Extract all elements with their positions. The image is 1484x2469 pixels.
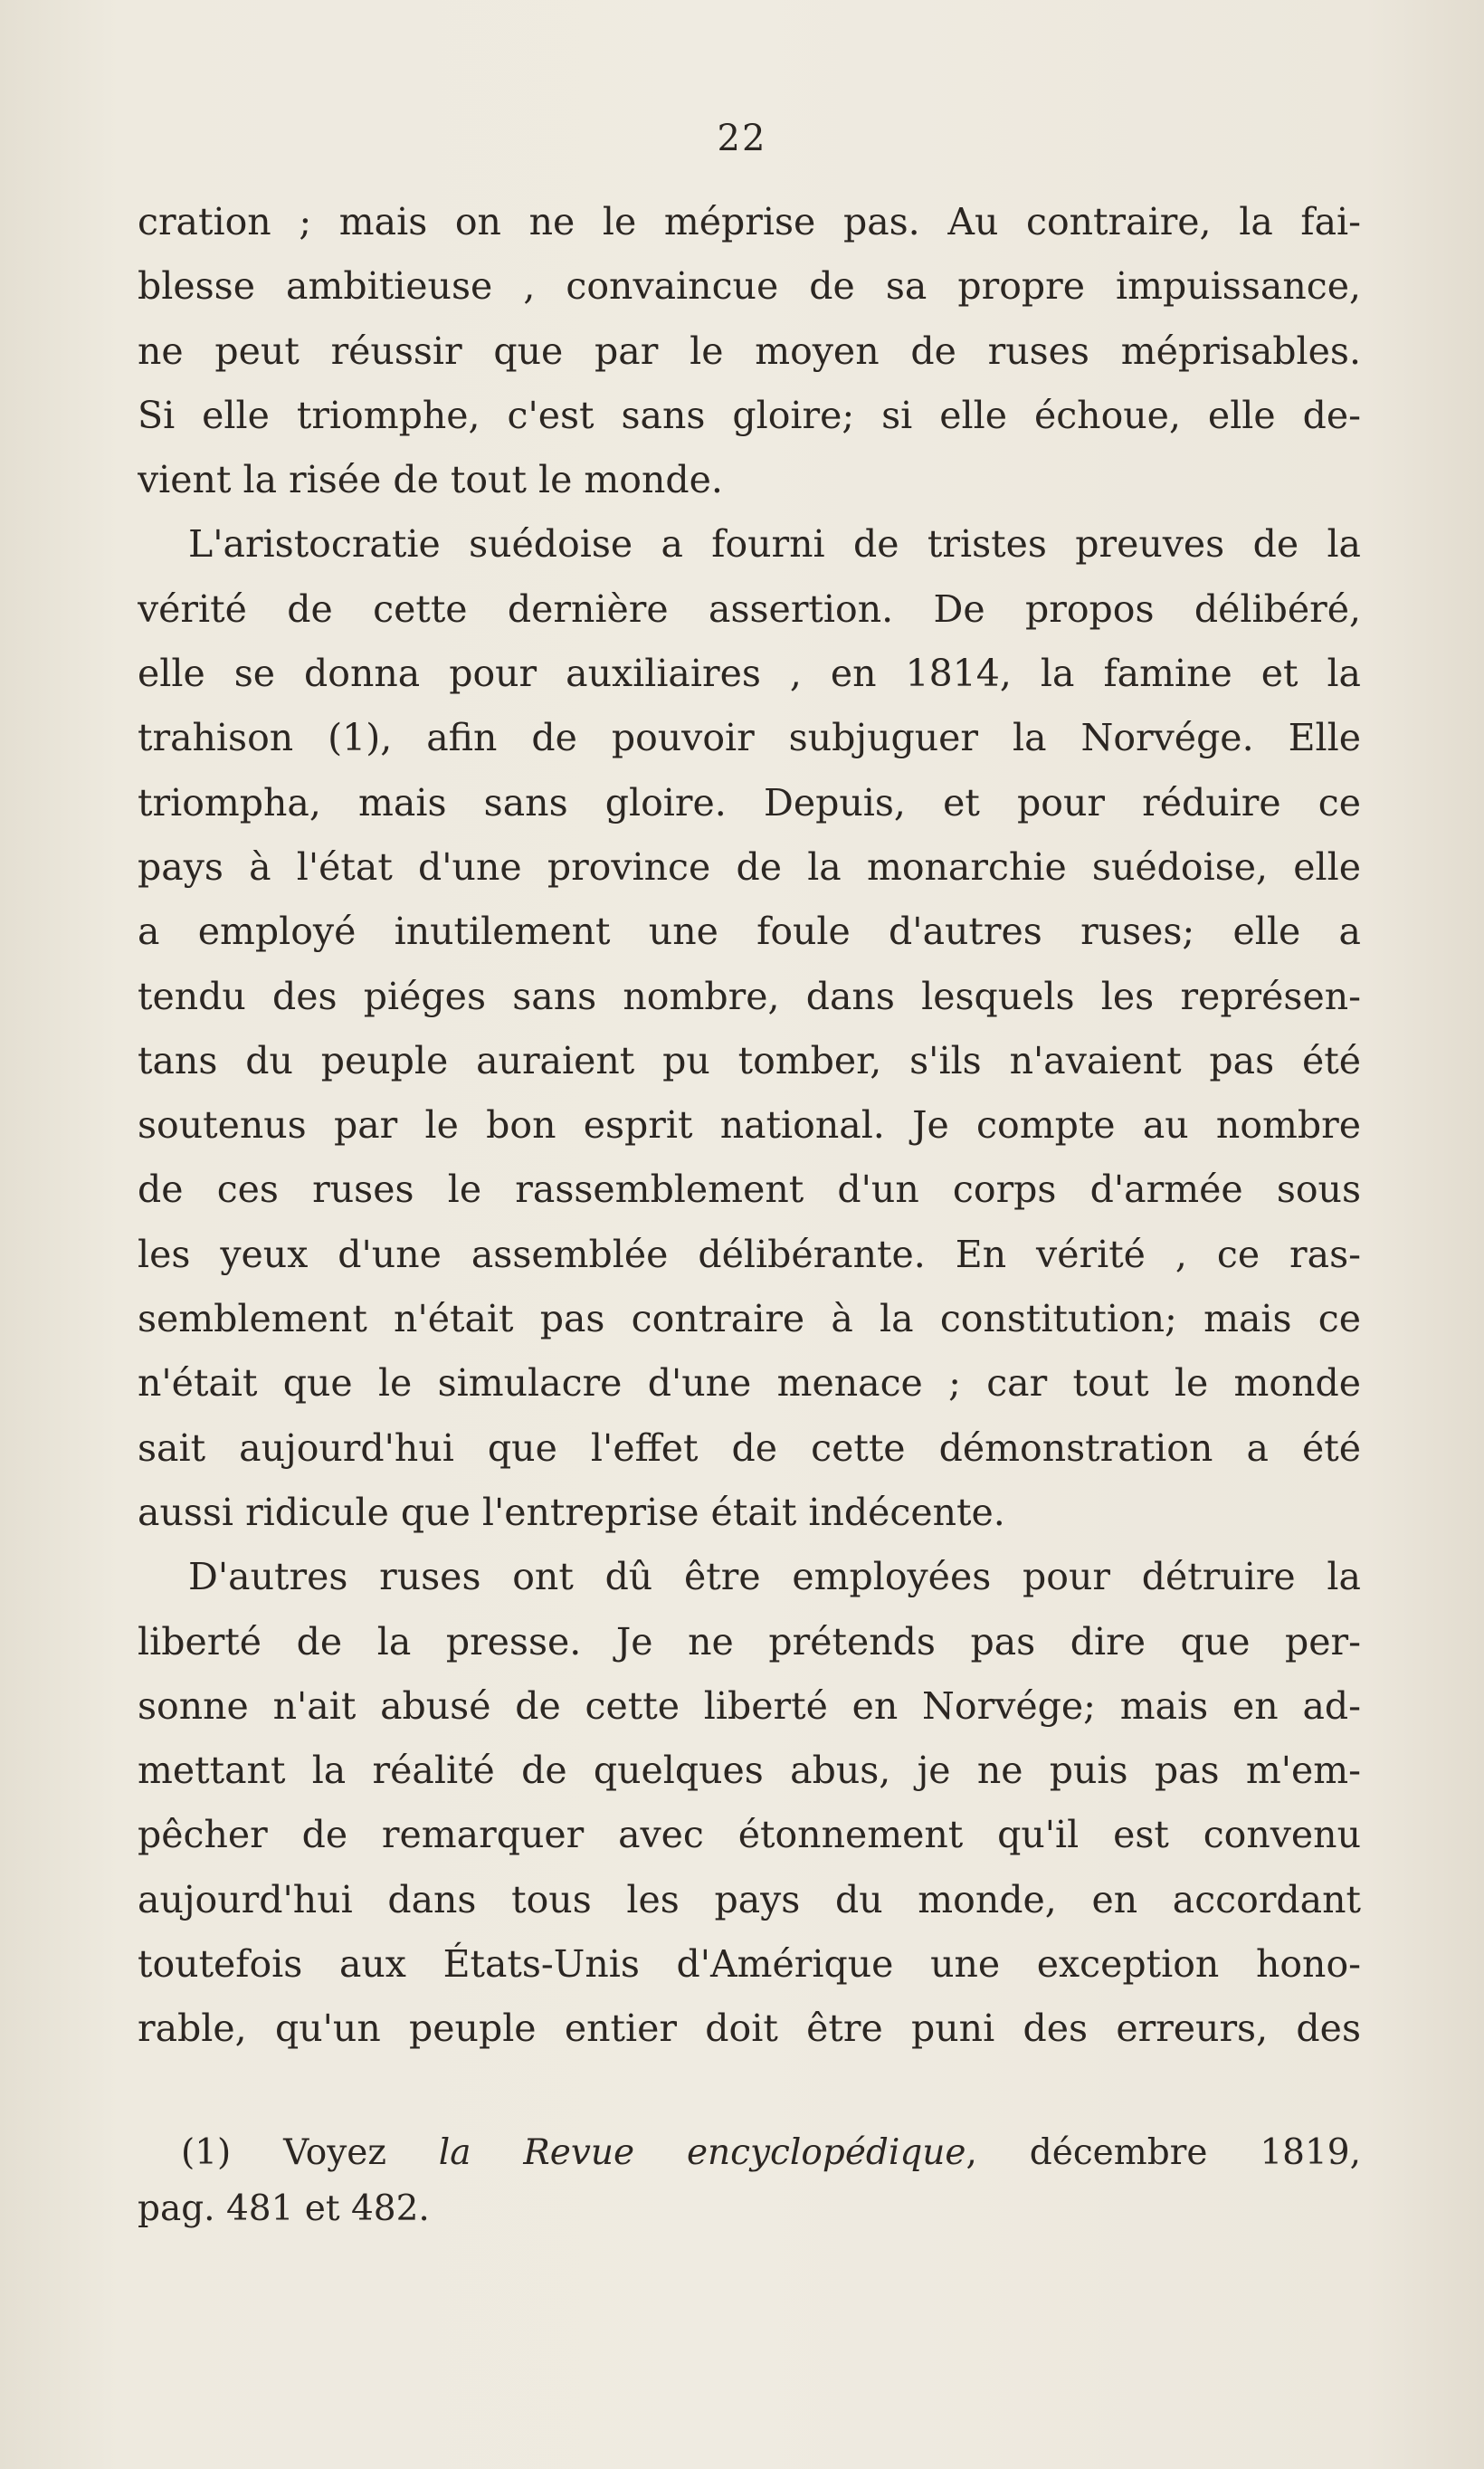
footnote-citation-title: la Revue encyclopédique xyxy=(438,2132,966,2173)
text-line: semblement n'était pas contraire à la constitution; mais ce xyxy=(138,1297,1361,1341)
text-line: les yeux d'une assemblée délibérante. En vérité , ce ras- xyxy=(138,1232,1361,1276)
body-text xyxy=(138,190,1361,2062)
text-line: n'était que le simulacre d'une menace ; car tout le monde xyxy=(138,1361,1361,1406)
footnote xyxy=(138,2125,1361,2237)
text-line: de ces ruses le rassemblement d'un corps d'armée sous xyxy=(138,1168,1361,1212)
footnote-pages: pag. 481 et 482. xyxy=(138,2188,430,2229)
text-line: sait aujourd'hui que l'effet de cette démonstration a été xyxy=(138,1425,1361,1470)
text-line: vient la risée de tout le monde. xyxy=(138,458,723,502)
footnote-line xyxy=(138,2125,1361,2181)
text-line: tendu des piéges sans nombre, dans lesquels les représen- xyxy=(138,974,1361,1018)
text-line: pêcher de remarquer avec étonnement qu'il est convenu xyxy=(138,1813,1361,1857)
text-line: tans du peuple auraient pu tomber, s'ils n'avaient pas été xyxy=(138,1038,1361,1082)
paragraph-start-line: D'autres ruses ont dû être employées pour détruire la xyxy=(188,1555,1361,1599)
paragraph-start-line: L'aristocratie suédoise a fourni de tristes preuves de la xyxy=(188,522,1361,567)
page-number: 22 xyxy=(717,118,767,159)
text-line: toutefois aux États-Unis d'Amérique une exception hono- xyxy=(138,1942,1361,1987)
text-line: a employé inutilement une foule d'autres ruses; elle a xyxy=(138,910,1361,954)
text-line: trahison (1), afin de pouvoir subjuguer la Norvége. Elle xyxy=(138,716,1361,760)
text-line: mettant la réalité de quelques abus, je ne puis pas m'em- xyxy=(138,1749,1361,1793)
text-line: elle se donna pour auxiliaires , en 1814, la famine et la xyxy=(138,652,1361,696)
text-line: triompha, mais sans gloire. Depuis, et pour réduire ce xyxy=(138,780,1361,825)
text-line: Si elle triomphe, c'est sans gloire; si elle échoue, elle de- xyxy=(138,393,1361,437)
text-line: ne peut réussir que par le moyen de ruses méprisables. xyxy=(138,329,1361,373)
text-line: rable, qu'un peuple entier doit être puni des erreurs, des xyxy=(138,2007,1361,2051)
text-line: soutenus par le bon esprit national. Je compte au nombre xyxy=(138,1103,1361,1148)
footnote-date: , décembre 1819, xyxy=(966,2132,1361,2173)
text-line: aussi ridicule que l'entreprise était indécente. xyxy=(138,1490,1005,1534)
text-line: sonne n'ait abusé de cette liberté en Norvége; mais en ad- xyxy=(138,1683,1361,1728)
text-line: pays à l'état d'une province de la monarchie suédoise, elle xyxy=(138,844,1361,889)
footnote-marker: (1) Voyez xyxy=(181,2132,386,2173)
text-line: cration ; mais on ne le méprise pas. Au contraire, la fai- xyxy=(138,200,1361,243)
text-line: blesse ambitieuse , convaincue de sa propre impuissance, xyxy=(138,264,1361,309)
text-line: vérité de cette dernière assertion. De propos délibéré, xyxy=(138,586,1361,631)
text-line: liberté de la presse. Je ne prétends pas dire que per- xyxy=(138,1619,1361,1663)
text-line: aujourd'hui dans tous les pays du monde, en accordant xyxy=(138,1877,1361,1921)
